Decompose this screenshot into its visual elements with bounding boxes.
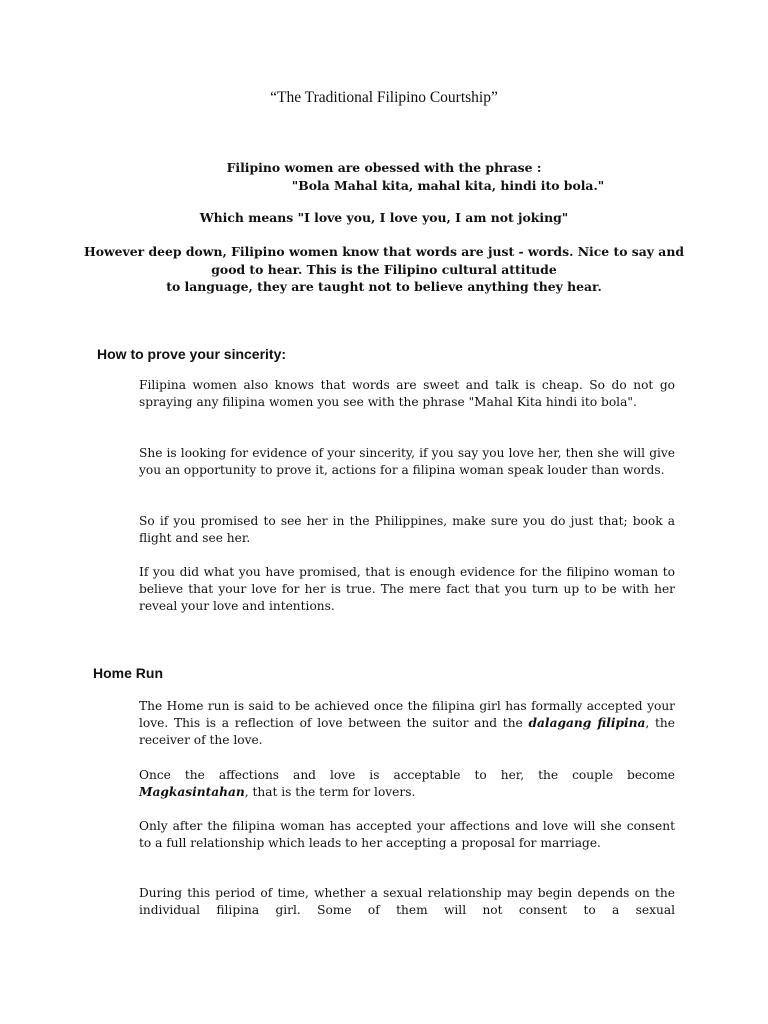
paragraph-text: , that is the term for lovers. [244,785,416,799]
attitude-line-1: However deep down, Filipino women know that words are just - words. Nice to say and [84,244,684,259]
section-heading-home-run: Home Run [93,665,163,681]
intro-attitude-block [70,243,698,296]
meaning-line: Which means "I love you, I love you, I am not joking" [199,210,569,225]
document-title: “The Traditional Filipino Courtship” [270,89,498,106]
paragraph: If you did what you have promised, that is enough evidence for the filipino woman to believe that your love for her is true. The mere fact that you turn up to be with her reveal your love and intentions. [139,565,675,613]
paragraph [139,698,675,749]
paragraph: During this period of time, whether a sexual relationship may begin depends on the individual filipina girl. Some of them will not consent to a sexual [139,886,675,917]
paragraph: Only after the filipina woman has accepted your affections and love will she consent to a full relationship which leads to her accepting a proposal for marriage. [139,819,675,850]
intro-phrase-block [80,159,688,194]
paragraph-text: Once the affections and love is acceptable to her, the couple become [139,768,675,782]
paragraph [139,767,675,801]
paragraph-text: The Home run is said to be achieved once the filipina girl has formally accepted your love. This is a reflection of love between the suitor and the [139,699,675,730]
paragraph-text: , the receiver of the love. [139,716,675,747]
intro-meaning [80,209,688,227]
section-heading-sincerity: How to prove your sincerity: [97,346,287,362]
paragraph: So if you promised to see her in the Philippines, make sure you do just that; book a flight and see her. [139,514,675,545]
paragraph: Filipina women also knows that words are sweet and talk is cheap. So do not go spraying any filipina women you see with the phrase "Mahal Kita hindi ito bola". [139,378,675,409]
attitude-line-2: good to hear. This is the Filipino cultural attitude [211,261,557,277]
intro-line-2: "Bola Mahal kita, mahal kita, hindi ito bola." [291,177,605,193]
emphasis-term: Magkasintahan [139,785,245,799]
intro-line-1: Filipino women are obessed with the phrase : [226,160,542,175]
emphasis-term: dalagang filipina [528,716,646,730]
paragraph: She is looking for evidence of your sincerity, if you say you love her, then she will give you an opportunity to prove it, actions for a filipina woman speak louder than words. [139,446,675,477]
attitude-line-3: to language, they are taught not to believe anything they hear. [166,279,602,294]
